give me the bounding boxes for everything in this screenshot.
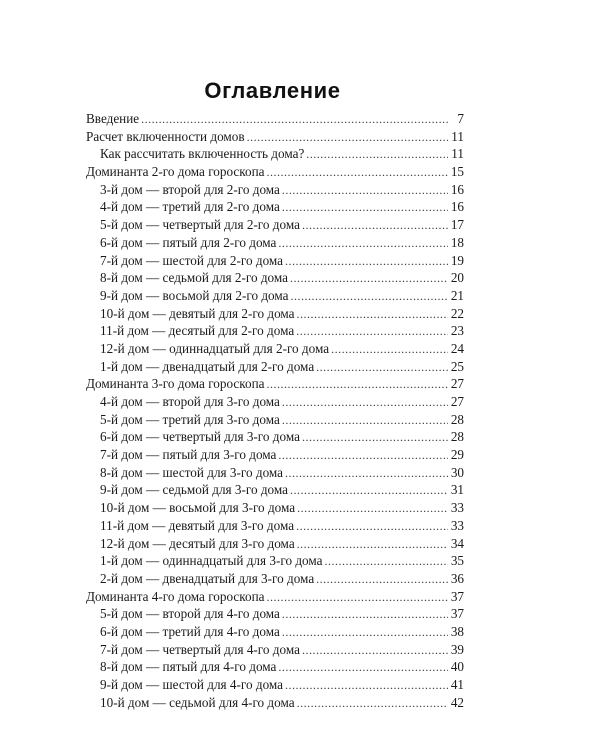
toc-subentry — [86, 605, 464, 623]
toc-subentry — [86, 234, 464, 252]
toc-entry-label: 10-й дом — седьмой для 4-го дома — [100, 694, 295, 710]
toc-entry-label: 11-й дом — десятый для 2-го дома — [100, 323, 295, 339]
toc-entry-page-number: 30 — [450, 464, 464, 480]
dot-leader — [290, 270, 448, 288]
toc-entry-page-number: 33 — [450, 517, 464, 533]
toc-entry-page-number: 21 — [450, 287, 464, 303]
toc-entry-page-number: 27 — [450, 394, 464, 409]
dot-leader — [285, 253, 448, 271]
toc-entry-label: 11-й дом — девятый для 3-го дома — [100, 517, 295, 533]
toc-entry-page-number: 23 — [450, 323, 464, 339]
dot-leader — [282, 606, 448, 624]
dot-leader — [285, 677, 448, 695]
dot-leader — [316, 571, 448, 589]
toc-subentry — [86, 676, 464, 694]
dot-leader — [282, 394, 448, 412]
toc-entry-page-number: 18 — [450, 234, 464, 250]
toc-entry-page-number: 17 — [450, 217, 464, 233]
table-of-contents — [86, 110, 464, 711]
toc-subentry — [86, 446, 464, 464]
toc-entry-page-number: 41 — [450, 677, 464, 692]
toc-entry-label: Введение — [86, 111, 140, 126]
toc-entry-label: 7-й дом — пятый для 3-го дома — [100, 447, 277, 463]
toc-entry — [86, 375, 464, 393]
toc-entry-label: 5-й дом — второй для 4-го дома — [100, 606, 280, 622]
toc-subentry — [86, 535, 464, 553]
toc-entry-page-number: 38 — [450, 623, 464, 639]
page-title: Оглавление — [204, 78, 341, 103]
dot-leader — [291, 288, 448, 306]
toc-entry-page-number: 42 — [450, 694, 464, 710]
toc-entry-page-number: 20 — [450, 270, 464, 286]
toc-entry-label: 4-й дом — третий для 2-го дома — [100, 199, 280, 215]
toc-entry-label: Расчет включенности домов — [86, 128, 245, 144]
toc-entry-label: 9-й дом — шестой для 4-го дома — [100, 677, 284, 692]
dot-leader — [282, 199, 448, 217]
dot-leader — [297, 536, 448, 554]
toc-entry-label: 10-й дом — восьмой для 3-го дома — [100, 500, 296, 516]
toc-entry-page-number: 36 — [450, 570, 464, 586]
toc-entry-page-number: 33 — [450, 500, 464, 516]
toc-entry-page-number: 34 — [450, 535, 464, 551]
toc-entry-label: 9-й дом — седьмой для 3-го дома — [100, 482, 288, 498]
dot-leader — [296, 323, 448, 341]
toc-entry-page-number: 15 — [450, 164, 464, 180]
toc-entry-page-number: 16 — [450, 199, 464, 215]
toc-entry-page-number: 37 — [450, 606, 464, 622]
dot-leader — [141, 111, 448, 129]
toc-subentry — [86, 641, 464, 659]
dot-leader — [285, 465, 448, 483]
toc-entry-page-number: 25 — [450, 358, 464, 374]
toc-entry-page-number: 40 — [450, 659, 464, 675]
dot-leader — [297, 306, 448, 324]
toc-entry-label: 6-й дом — пятый для 2-го дома — [100, 234, 277, 250]
toc-entry-label: 7-й дом — четвертый для 4-го дома — [100, 641, 300, 657]
toc-entry-page-number: 7 — [457, 111, 464, 126]
dot-leader — [266, 589, 448, 607]
toc-subentry — [86, 322, 464, 340]
toc-subentry — [86, 464, 464, 482]
toc-entry-page-number: 11 — [451, 128, 464, 144]
toc-entry-label: 10-й дом — девятый для 2-го дома — [100, 305, 295, 321]
toc-entry-label: Доминанта 3-го дома гороскопа — [86, 376, 265, 392]
toc-subentry — [86, 145, 464, 163]
dot-leader — [302, 642, 448, 660]
toc-entry-page-number: 11 — [451, 146, 464, 162]
toc-entry-label: 7-й дом — шестой для 2-го дома — [100, 252, 284, 268]
toc-subentry — [86, 287, 464, 305]
toc-entry-page-number: 24 — [450, 340, 464, 356]
dot-leader — [282, 412, 448, 430]
toc-subentry — [86, 358, 464, 376]
toc-subentry — [86, 198, 464, 216]
dot-leader — [290, 482, 448, 500]
dot-leader — [297, 500, 448, 518]
toc-subentry — [86, 216, 464, 234]
toc-subentry — [86, 658, 464, 676]
toc-entry — [86, 110, 464, 128]
toc-entry-label: 1-й дом — двенадцатый для 2-го дома — [100, 358, 315, 374]
toc-entry-page-number: 39 — [450, 641, 464, 657]
toc-entry — [86, 588, 464, 606]
dot-leader — [296, 518, 448, 536]
toc-entry-label: Доминанта 4-го дома гороскопа — [86, 588, 265, 604]
toc-entry-label: 5-й дом — четвертый для 2-го дома — [100, 217, 300, 233]
toc-entry-page-number: 29 — [450, 447, 464, 463]
toc-subentry — [86, 411, 464, 429]
toc-entry-label: 6-й дом — третий для 4-го дома — [100, 623, 280, 639]
toc-entry — [86, 163, 464, 181]
toc-entry-page-number: 19 — [450, 252, 464, 268]
dot-leader — [278, 659, 448, 677]
toc-subentry — [86, 481, 464, 499]
toc-entry-label: 9-й дом — восьмой для 2-го дома — [100, 287, 289, 303]
toc-entry-page-number: 28 — [450, 411, 464, 427]
toc-entry-page-number: 28 — [450, 429, 464, 445]
toc-subentry — [86, 552, 464, 570]
toc-subentry — [86, 694, 464, 712]
toc-subentry — [86, 305, 464, 323]
toc-subentry — [86, 517, 464, 535]
dot-leader — [282, 182, 448, 200]
toc-subentry — [86, 252, 464, 270]
dot-leader — [278, 235, 448, 253]
toc-entry-label: 8-й дом — пятый для 4-го дома — [100, 659, 277, 675]
toc-entry-label: 12-й дом — одиннадцатый для 2-го дома — [100, 340, 330, 356]
toc-entry-label: 12-й дом — десятый для 3-го дома — [100, 535, 295, 551]
toc-entry-label: 4-й дом — второй для 3-го дома — [100, 394, 280, 409]
dot-leader — [302, 217, 448, 235]
toc-entry-page-number: 35 — [450, 553, 464, 569]
toc-entry-label: 2-й дом — двенадцатый для 3-го дома — [100, 570, 315, 586]
toc-subentry — [86, 428, 464, 446]
dot-leader — [247, 129, 448, 147]
toc-entry-page-number: 16 — [450, 181, 464, 197]
toc-entry-page-number: 27 — [450, 376, 464, 392]
dot-leader — [278, 447, 448, 465]
toc-subentry — [86, 181, 464, 199]
toc-entry-label: 3-й дом — второй для 2-го дома — [100, 181, 280, 197]
toc-entry-page-number: 37 — [450, 588, 464, 604]
dot-leader — [325, 553, 449, 571]
toc-subentry — [86, 570, 464, 588]
toc-entry-label: 5-й дом — третий для 3-го дома — [100, 411, 280, 427]
dot-leader — [266, 376, 448, 394]
dot-leader — [316, 359, 448, 377]
toc-entry-label: 1-й дом — одиннадцатый для 3-го дома — [100, 553, 323, 569]
dot-leader — [306, 146, 448, 164]
dot-leader — [282, 624, 448, 642]
dot-leader — [297, 695, 448, 713]
toc-entry-label: Доминанта 2-го дома гороскопа — [86, 164, 265, 180]
toc-entry-page-number: 31 — [450, 482, 464, 498]
dot-leader — [266, 164, 448, 182]
dot-leader — [331, 341, 448, 359]
toc-entry-label: 8-й дом — шестой для 3-го дома — [100, 464, 284, 480]
dot-leader — [302, 429, 448, 447]
toc-subentry — [86, 340, 464, 358]
toc-subentry — [86, 393, 464, 411]
toc-subentry — [86, 269, 464, 287]
toc-entry-label: 8-й дом — седьмой для 2-го дома — [100, 270, 288, 286]
toc-entry-label: Как рассчитать включенность дома? — [100, 146, 305, 162]
toc-subentry — [86, 623, 464, 641]
toc-entry — [86, 128, 464, 146]
toc-entry-label: 6-й дом — четвертый для 3-го дома — [100, 429, 300, 445]
toc-subentry — [86, 499, 464, 517]
toc-entry-page-number: 22 — [450, 305, 464, 321]
